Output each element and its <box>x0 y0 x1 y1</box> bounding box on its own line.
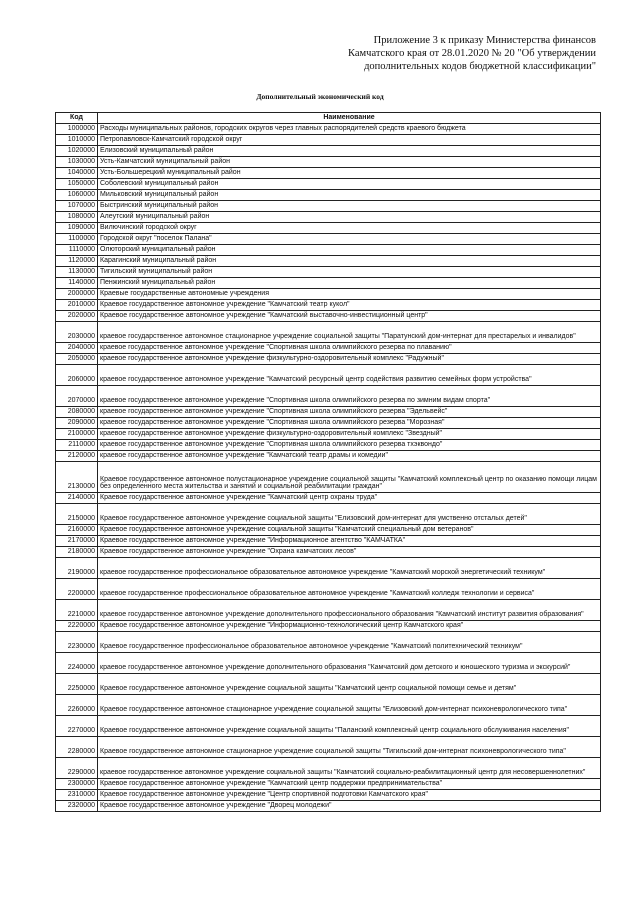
table-row <box>56 406 601 417</box>
row-code: 2180000 <box>56 546 98 557</box>
row-code: 1020000 <box>56 145 98 156</box>
row-name: Краевое государственное автономное учреждение социальной защиты "Камчатский центр социальной помощи семье и детям" <box>98 673 601 694</box>
row-code: 1110000 <box>56 244 98 255</box>
row-code: 2000000 <box>56 288 98 299</box>
row-code: 1070000 <box>56 200 98 211</box>
row-code: 2200000 <box>56 578 98 599</box>
row-name: краевое государственное автономное учреждение физкультурно-оздоровительный комплекс "Радужный" <box>98 353 601 364</box>
table-row <box>56 145 601 156</box>
table-row <box>56 599 601 620</box>
table-row <box>56 417 601 428</box>
row-name: Расходы муниципальных районов, городских округов через главных распорядителей средств краевого бюджета <box>98 123 601 134</box>
row-code: 2030000 <box>56 321 98 342</box>
row-name: Краевое государственное автономное учреждение "Информационно-технологический центр Камчатского края" <box>98 620 601 631</box>
row-name: краевое государственное автономное учреждение "Камчатский ресурсный центр содействия развитию семейных форм устройства" <box>98 364 601 385</box>
row-name: Соболевский муниципальный район <box>98 178 601 189</box>
table-row <box>56 557 601 578</box>
row-code: 2190000 <box>56 557 98 578</box>
row-code: 1090000 <box>56 222 98 233</box>
row-code: 2060000 <box>56 364 98 385</box>
table-row <box>56 673 601 694</box>
row-code: 1140000 <box>56 277 98 288</box>
row-name: краевое государственное автономное учреждение "Спортивная школа олимпийского резерва по плаванию" <box>98 342 601 353</box>
row-code: 1030000 <box>56 156 98 167</box>
row-code: 1000000 <box>56 123 98 134</box>
header-line: Камчатского края от 28.01.2020 № 20 "Об утверждении <box>348 48 596 59</box>
table-row <box>56 211 601 222</box>
row-name: краевое государственное профессиональное образовательное автономное учреждение "Камчатский морской энергетический техникум" <box>98 557 601 578</box>
row-code: 2130000 <box>56 461 98 492</box>
row-code: 2320000 <box>56 800 98 811</box>
row-name: Краевое государственное автономное учреждение "Камчатский театр кукол" <box>98 299 601 310</box>
row-name: Краевое государственное автономное учреждение "Информационное агентство "КАМЧАТКА" <box>98 535 601 546</box>
row-name: краевое государственное автономное учреждение дополнительного профессионального образования "Камчатский институт развития образования" <box>98 599 601 620</box>
row-name: Петропавловск-Камчатский городской округ <box>98 134 601 145</box>
table-row <box>56 492 601 503</box>
table-row <box>56 736 601 757</box>
row-code: 2230000 <box>56 631 98 652</box>
table-row <box>56 222 601 233</box>
document-title: Дополнительный экономический код <box>256 92 384 101</box>
header-line: дополнительных кодов бюджетной классификации" <box>364 61 596 72</box>
table-row <box>56 778 601 789</box>
row-name: Тигильский муниципальный район <box>98 266 601 277</box>
row-code: 2070000 <box>56 385 98 406</box>
table-row <box>56 342 601 353</box>
row-name: Усть-Большерецкий муниципальный район <box>98 167 601 178</box>
row-code: 1080000 <box>56 211 98 222</box>
row-name: Краевое государственное автономное стационарное учреждение социальной защиты "Тигильский дом-интернат психоневрологического типа" <box>98 736 601 757</box>
row-name: краевое государственное автономное стационарное учреждение социальной защиты "Паратунский дом-интернат для престарелых и инвалидов" <box>98 321 601 342</box>
table-row <box>56 385 601 406</box>
row-name: Городской округ "поселок Палана" <box>98 233 601 244</box>
table-row <box>56 631 601 652</box>
row-name: Краевое государственное автономное учреждение социальной защиты "Паланский комплексный центр социального обслуживания населения" <box>98 715 601 736</box>
table-row <box>56 428 601 439</box>
row-name: Краевое государственное автономное учреждение социальной защиты "Елизовский дом-интернат для умственно отсталых детей" <box>98 503 601 524</box>
table-row <box>56 266 601 277</box>
row-code: 2140000 <box>56 492 98 503</box>
column-header-name: Наименование <box>98 113 601 124</box>
table-row <box>56 189 601 200</box>
row-code: 2220000 <box>56 620 98 631</box>
table-row <box>56 310 601 321</box>
table-row <box>56 233 601 244</box>
row-name: Мильковский муниципальный район <box>98 189 601 200</box>
row-name: Краевое государственное автономное учреждение "Камчатский выставочно-инвестиционный центр" <box>98 310 601 321</box>
table-row <box>56 694 601 715</box>
row-code: 2170000 <box>56 535 98 546</box>
row-name: Краевое государственное автономное учреждение социальной защиты "Камчатский специальный дом ветеранов" <box>98 524 601 535</box>
row-code: 2270000 <box>56 715 98 736</box>
row-name: Быстринский муниципальный район <box>98 200 601 211</box>
row-name: Елизовский муниципальный район <box>98 145 601 156</box>
row-code: 2250000 <box>56 673 98 694</box>
table-row <box>56 364 601 385</box>
table-row <box>56 288 601 299</box>
row-code: 2090000 <box>56 417 98 428</box>
row-name: Краевое государственное автономное учреждение "Камчатский центр охраны труда" <box>98 492 601 503</box>
column-header-code: Код <box>56 113 98 124</box>
row-name: краевое государственное автономное учреждение "Спортивная школа олимпийского резерва "Эдельвейс" <box>98 406 601 417</box>
row-code: 2280000 <box>56 736 98 757</box>
table-row <box>56 620 601 631</box>
row-code: 1040000 <box>56 167 98 178</box>
table-row <box>56 524 601 535</box>
row-code: 2110000 <box>56 439 98 450</box>
table-row <box>56 757 601 778</box>
row-code: 2080000 <box>56 406 98 417</box>
table-row <box>56 652 601 673</box>
row-name: Олюторский муниципальный район <box>98 244 601 255</box>
table-row <box>56 167 601 178</box>
row-code: 1010000 <box>56 134 98 145</box>
row-code: 2260000 <box>56 694 98 715</box>
table-row <box>56 461 601 492</box>
row-name: Усть-Камчатский муниципальный район <box>98 156 601 167</box>
table-row <box>56 255 601 266</box>
row-code: 1060000 <box>56 189 98 200</box>
table-row <box>56 789 601 800</box>
table-row <box>56 200 601 211</box>
table-row <box>56 546 601 557</box>
table-body <box>56 123 601 811</box>
row-code: 2010000 <box>56 299 98 310</box>
row-name: краевое государственное автономное учреждение "Камчатский театр драмы и комедии" <box>98 450 601 461</box>
table-row <box>56 178 601 189</box>
table-row <box>56 156 601 167</box>
row-code: 2150000 <box>56 503 98 524</box>
row-name: Краевое государственное автономное полустационарное учреждение социальной защиты "Камчатский комплексный центр по оказанию помощи лицам без определенного места жительства и занятий и социальной реабилитации граждан" <box>98 461 601 492</box>
document-header <box>296 34 596 73</box>
table-row <box>56 123 601 134</box>
table-row <box>56 134 601 145</box>
row-code: 2290000 <box>56 757 98 778</box>
row-name: Пенжинский муниципальный район <box>98 277 601 288</box>
table-header-row <box>56 113 601 124</box>
row-name: краевое государственное автономное учреждение "Спортивная школа олимпийского резерва "Морозная" <box>98 417 601 428</box>
row-code: 2160000 <box>56 524 98 535</box>
table-row <box>56 439 601 450</box>
row-code: 2100000 <box>56 428 98 439</box>
row-name: краевое государственное автономное учреждение социальной защиты "Камчатский социально-реабилитационный центр для несовершеннолетних" <box>98 757 601 778</box>
codes-table <box>55 112 601 812</box>
row-name: краевое государственное профессиональное образовательное автономное учреждение "Камчатский колледж технологии и сервиса" <box>98 578 601 599</box>
row-name: Краевое государственное автономное учреждение "Дворец молодежи" <box>98 800 601 811</box>
row-code: 2020000 <box>56 310 98 321</box>
row-code: 1130000 <box>56 266 98 277</box>
table-row <box>56 800 601 811</box>
row-name: Краевое государственное автономное учреждение "Центр спортивной подготовки Камчатского края" <box>98 789 601 800</box>
row-code: 2050000 <box>56 353 98 364</box>
row-name: Краевые государственные автономные учреждения <box>98 288 601 299</box>
row-code: 1120000 <box>56 255 98 266</box>
row-code: 2300000 <box>56 778 98 789</box>
row-code: 1050000 <box>56 178 98 189</box>
table-row <box>56 321 601 342</box>
row-code: 2210000 <box>56 599 98 620</box>
row-name: краевое государственное автономное учреждение физкультурно-оздоровительный комплекс "Звездный" <box>98 428 601 439</box>
table-row <box>56 244 601 255</box>
row-code: 2120000 <box>56 450 98 461</box>
table-row <box>56 535 601 546</box>
table-row <box>56 450 601 461</box>
header-line: Приложение 3 к приказу Министерства финансов <box>373 35 596 46</box>
row-name: Алеутский муниципальный район <box>98 211 601 222</box>
table-row <box>56 578 601 599</box>
row-name: краевое государственное автономное учреждение "Спортивная школа олимпийского резерва по зимним видам спорта" <box>98 385 601 406</box>
table-row <box>56 299 601 310</box>
table-row <box>56 715 601 736</box>
row-code: 1100000 <box>56 233 98 244</box>
row-code: 2240000 <box>56 652 98 673</box>
row-name: Краевое государственное автономное учреждение "Камчатский центр поддержки предпринимательства" <box>98 778 601 789</box>
row-name: Краевое государственное автономное стационарное учреждение социальной защиты "Елизовский дом-интернат психоневрологического типа" <box>98 694 601 715</box>
row-code: 2310000 <box>56 789 98 800</box>
table-row <box>56 277 601 288</box>
row-code: 2040000 <box>56 342 98 353</box>
row-name: Краевое государственное автономное учреждение "Охрана камчатских лесов" <box>98 546 601 557</box>
row-name: Карагинский муниципальный район <box>98 255 601 266</box>
row-name: Краевое государственное профессиональное образовательное автономное учреждение "Камчатский политехнический техникум" <box>98 631 601 652</box>
table-row <box>56 503 601 524</box>
table-row <box>56 353 601 364</box>
row-name: Вилючинский городской округ <box>98 222 601 233</box>
row-name: краевое государственное автономное учреждение "Спортивная школа олимпийского резерва тхэквондо" <box>98 439 601 450</box>
row-name: краевое государственное автономное учреждение дополнительного образования "Камчатский дом детского и юношеского туризма и экскурсий" <box>98 652 601 673</box>
